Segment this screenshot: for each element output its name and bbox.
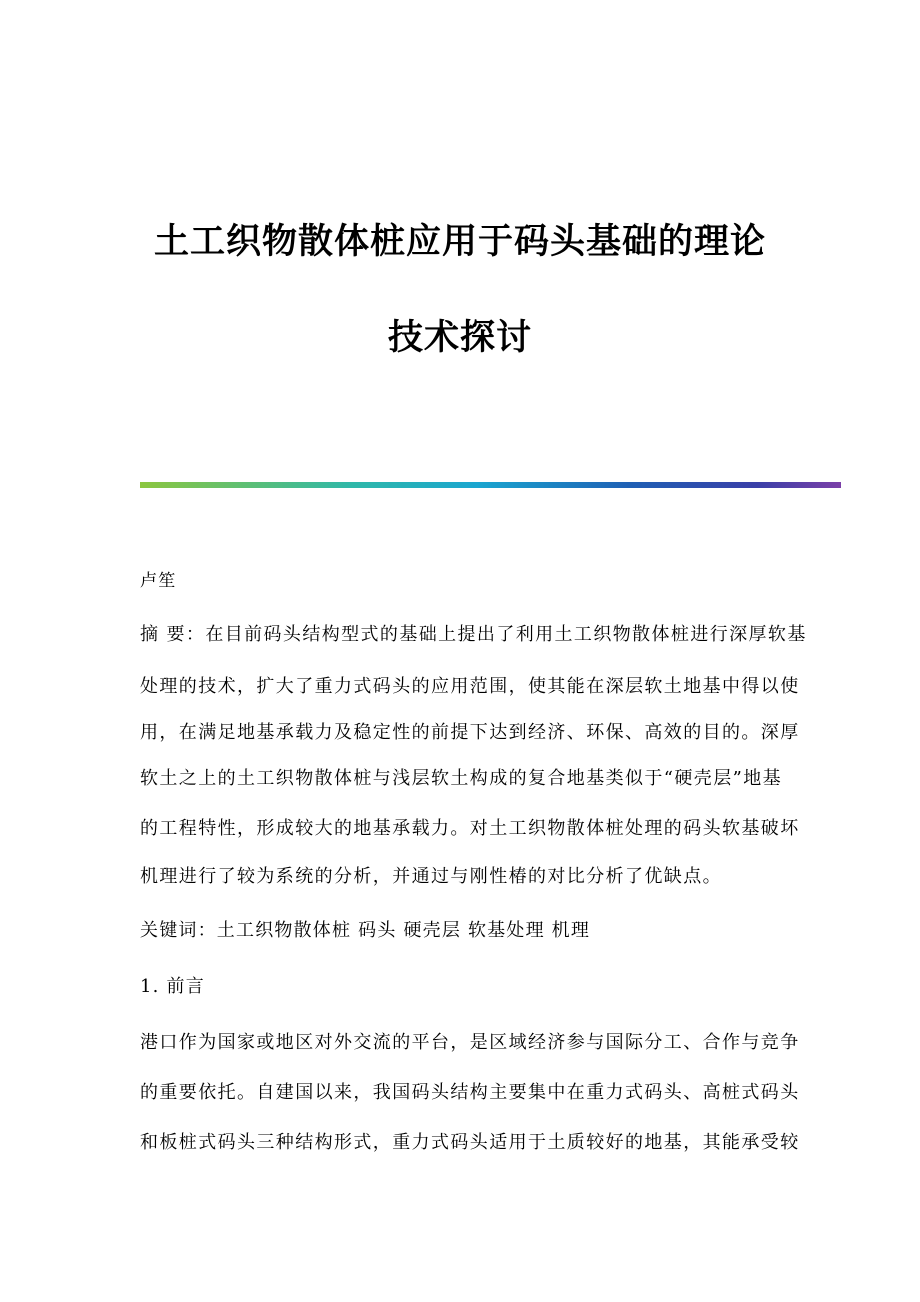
body-line: 港口作为国家或地区对外交流的平台，是区域经济参与国际分工、合作与竞争 [140, 1032, 800, 1053]
body-line: 和板桩式码头三种结构形式，重力式码头适用于土质较好的地基，其能承受较 [140, 1132, 800, 1153]
abstract-line: 的工程特性，形成较大的地基承载力。对土工织物散体桩处理的码头软基破坏 [140, 818, 800, 839]
body-line: 的重要依托。自建国以来，我国码头结构主要集中在重力式码头、高桩式码头 [140, 1082, 800, 1103]
abstract-line: 软土之上的土工织物散体桩与浅层软土构成的复合地基类似于“硬壳层”地基 [140, 768, 783, 789]
document-title-line-2: 技术探讨 [387, 318, 532, 358]
section-heading: 1. 前言 [140, 976, 205, 997]
abstract-line: 处理的技术，扩大了重力式码头的应用范围，使其能在深层软土地基中得以使 [140, 676, 800, 697]
abstract-line: 用，在满足地基承载力及稳定性的前提下达到经济、环保、高效的目的。深厚 [140, 722, 800, 743]
author-name: 卢笙 [140, 571, 177, 591]
keywords-line: 关键词：土工织物散体桩 码头 硬壳层 软基处理 机理 [140, 920, 591, 941]
gradient-divider [140, 482, 841, 488]
abstract-line: 摘 要：在目前码头结构型式的基础上提出了利用土工织物散体桩进行深厚软基 [140, 624, 807, 645]
abstract-line: 机理进行了较为系统的分析，并通过与刚性椿的对比分析了优缺点。 [140, 866, 722, 887]
document-title-line-1: 土工织物散体桩应用于码头基础的理论 [153, 222, 766, 262]
